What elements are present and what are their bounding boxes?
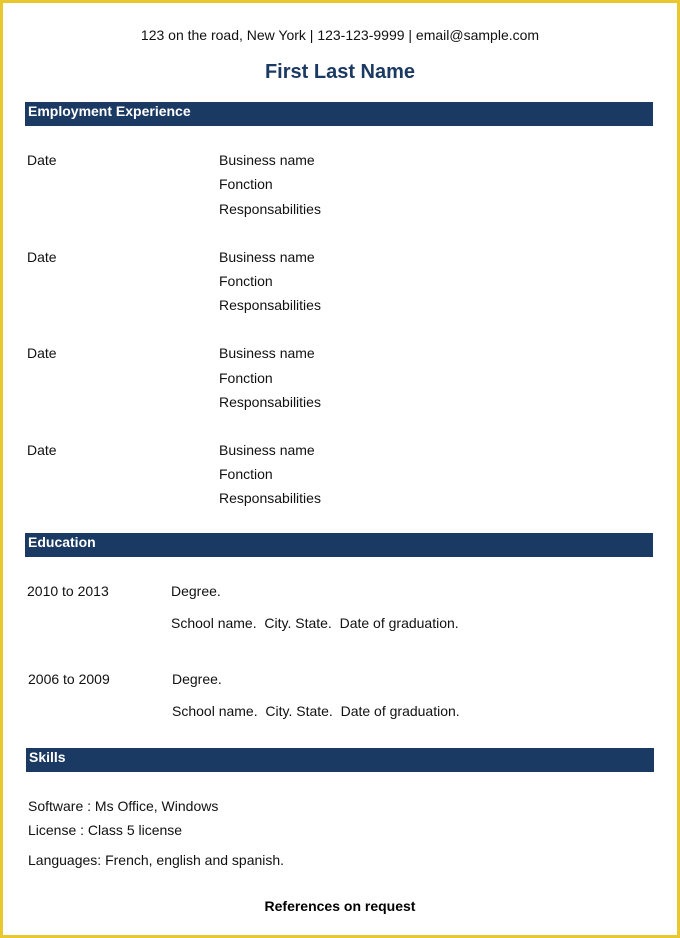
- employment-function: Fonction: [219, 176, 273, 192]
- education-school: School name. City. State. Date of graduation.: [172, 703, 460, 719]
- employment-date: Date: [27, 345, 57, 361]
- employment-responsibilities: Responsabilities: [219, 394, 321, 410]
- skills-section-header: Skills: [26, 748, 654, 772]
- skills-software: Software : Ms Office, Windows: [28, 798, 219, 814]
- employment-function: Fonction: [219, 273, 273, 289]
- employment-date: Date: [27, 442, 57, 458]
- employment-function: Fonction: [219, 370, 273, 386]
- employment-section-header: Employment Experience: [25, 102, 653, 126]
- employment-function: Fonction: [219, 466, 273, 482]
- education-years: 2006 to 2009: [28, 671, 110, 687]
- education-degree: Degree.: [171, 583, 221, 599]
- education-degree: Degree.: [172, 671, 222, 687]
- contact-line: 123 on the road, New York | 123-123-9999 | email@sample.com: [140, 27, 540, 43]
- employment-date: Date: [27, 249, 57, 265]
- employment-responsibilities: Responsabilities: [219, 297, 321, 313]
- skills-license: License : Class 5 license: [28, 822, 183, 838]
- education-years: 2010 to 2013: [27, 583, 109, 599]
- employment-business: Business name: [219, 345, 315, 361]
- person-name: First Last Name: [264, 61, 416, 83]
- employment-business: Business name: [219, 249, 315, 265]
- employment-business: Business name: [219, 152, 315, 168]
- employment-responsibilities: Responsabilities: [219, 201, 321, 217]
- education-school: School name. City. State. Date of graduation.: [171, 615, 459, 631]
- references-note: References on request: [264, 898, 416, 914]
- employment-business: Business name: [219, 442, 315, 458]
- employment-date: Date: [27, 152, 57, 168]
- employment-responsibilities: Responsabilities: [219, 490, 321, 506]
- skills-languages: Languages: French, english and spanish.: [28, 852, 285, 868]
- education-section-header: Education: [25, 533, 653, 557]
